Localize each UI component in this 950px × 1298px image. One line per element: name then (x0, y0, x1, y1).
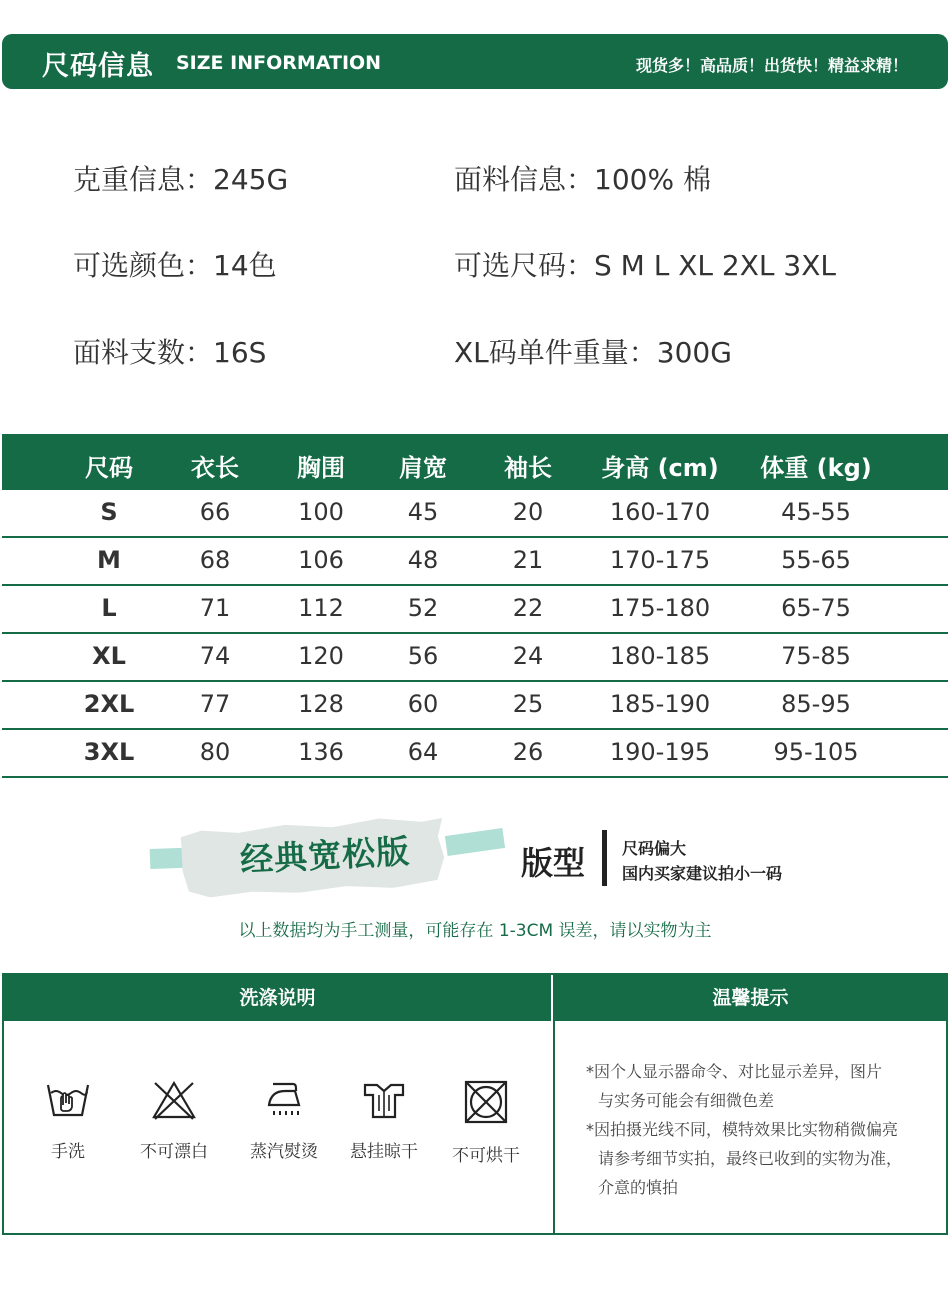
care-panels (2, 973, 948, 1235)
care-item-steam-iron (234, 1079, 334, 1162)
table-cell: 48 (407, 546, 439, 574)
fit-note-2: 国内买家建议拍小一码 (622, 864, 783, 883)
tips-line: 与实务可能会有细微色差 (598, 1091, 775, 1110)
spec-weight: 克重信息：245G (73, 163, 289, 196)
tips-line: *因个人显示器命令、对比显示差异，图片 (586, 1062, 883, 1081)
header-cell: 袖长 (504, 454, 552, 482)
tips-content (586, 1057, 936, 1202)
table-cell: 68 (199, 546, 231, 574)
table-row (2, 490, 948, 538)
table-cell: 100 (298, 498, 344, 526)
tips-title: 温馨提示 (553, 975, 948, 1021)
table-cell: 175-180 (609, 594, 711, 622)
table-cell: 160-170 (609, 498, 711, 526)
measure-note: 以上数据均为手工测量，可能存在 1-3CM 误差，请以实物为主 (238, 921, 712, 941)
spec-fabric: 面料信息：100% 棉 (454, 163, 711, 196)
care-item-no-bleach (124, 1079, 224, 1162)
care-title: 洗涤说明 (4, 975, 551, 1021)
care-label: 不可烘干 (452, 1146, 520, 1166)
care-label: 不可漂白 (140, 1142, 208, 1162)
table-cell: 60 (407, 690, 439, 718)
size-table (2, 434, 948, 778)
table-cell: 56 (407, 642, 439, 670)
table-cell: 64 (407, 738, 439, 766)
table-cell: 180-185 (609, 642, 711, 670)
table-cell: 112 (298, 594, 344, 622)
table-cell: 71 (199, 594, 231, 622)
header-cell: 体重 (kg) (760, 454, 872, 482)
header-title-en: SIZE INFORMATION (176, 52, 382, 74)
table-cell: 45 (407, 498, 439, 526)
fit-style-title: 经典宽松版 (239, 831, 412, 880)
no-tumble-dry-icon (463, 1079, 509, 1125)
hang-dry-icon (361, 1079, 407, 1121)
table-cell: 24 (512, 642, 544, 670)
table-cell: 120 (298, 642, 344, 670)
header-cell: 身高 (cm) (601, 454, 719, 482)
fit-label: 版型 (521, 844, 586, 882)
table-cell: 55-65 (781, 546, 851, 574)
header-banner (2, 34, 948, 89)
hand-wash-icon (45, 1079, 91, 1121)
tape-strip-right (445, 828, 505, 856)
fit-divider (602, 830, 607, 886)
panel-divider (553, 1021, 555, 1235)
tips-line: *因拍摄光线不同，模特效果比实物稍微偏亮 (586, 1120, 899, 1139)
header-cell: 尺码 (85, 454, 133, 482)
tips-line: 请参考细节实拍，最终已收到的实物为准， (598, 1149, 903, 1168)
steam-iron-icon (261, 1079, 307, 1121)
care-label: 手洗 (51, 1142, 85, 1162)
table-cell: 170-175 (609, 546, 711, 574)
table-cell: 80 (199, 738, 231, 766)
fit-note-1: 尺码偏大 (622, 839, 687, 858)
tips-line: 介意的慎拍 (598, 1178, 679, 1197)
table-cell: 65-75 (781, 594, 851, 622)
table-cell: 74 (199, 642, 231, 670)
size-table-header (2, 434, 948, 490)
table-cell: 2XL (83, 690, 135, 718)
header-slogan: 现货多！高品质！出货快！精益求精！ (635, 56, 908, 75)
header-cell: 胸围 (297, 454, 345, 482)
header-cell: 肩宽 (399, 454, 447, 482)
table-cell: 106 (298, 546, 344, 574)
table-cell: 66 (199, 498, 231, 526)
table-cell: 190-195 (609, 738, 711, 766)
table-cell: 21 (512, 546, 544, 574)
table-cell: 25 (512, 690, 544, 718)
table-cell: M (97, 546, 121, 574)
table-cell: S (100, 498, 118, 526)
table-cell: 77 (199, 690, 231, 718)
table-row (2, 634, 948, 682)
care-label: 悬挂晾干 (350, 1142, 418, 1162)
table-cell: 185-190 (609, 690, 711, 718)
spec-count: 面料支数：16S (73, 336, 267, 369)
table-row (2, 682, 948, 730)
care-label: 蒸汽熨烫 (250, 1142, 318, 1162)
care-item-hand-wash (18, 1079, 118, 1162)
spec-xl-weight: XL码单件重量：300G (454, 336, 732, 369)
spec-sizes: 可选尺码：S M L XL 2XL 3XL (454, 249, 837, 282)
no-bleach-icon (151, 1079, 197, 1121)
table-row (2, 586, 948, 634)
table-cell: 128 (298, 690, 344, 718)
header-cell: 衣长 (191, 454, 239, 482)
table-cell: 20 (512, 498, 544, 526)
table-cell: 75-85 (781, 642, 851, 670)
table-cell: 45-55 (781, 498, 851, 526)
table-cell: 52 (407, 594, 439, 622)
table-cell: XL (92, 642, 126, 670)
table-cell: L (101, 594, 117, 622)
header-title-cn: 尺码信息 (42, 51, 154, 82)
table-row (2, 538, 948, 586)
table-cell: 85-95 (781, 690, 851, 718)
spec-colors: 可选颜色：14色 (73, 249, 277, 282)
table-cell: 22 (512, 594, 544, 622)
care-item-no-tumble-dry (436, 1079, 536, 1166)
table-cell: 95-105 (773, 738, 859, 766)
table-row (2, 730, 948, 778)
table-cell: 26 (512, 738, 544, 766)
table-cell: 3XL (83, 738, 135, 766)
care-item-hang-dry (334, 1079, 434, 1162)
table-cell: 136 (298, 738, 344, 766)
